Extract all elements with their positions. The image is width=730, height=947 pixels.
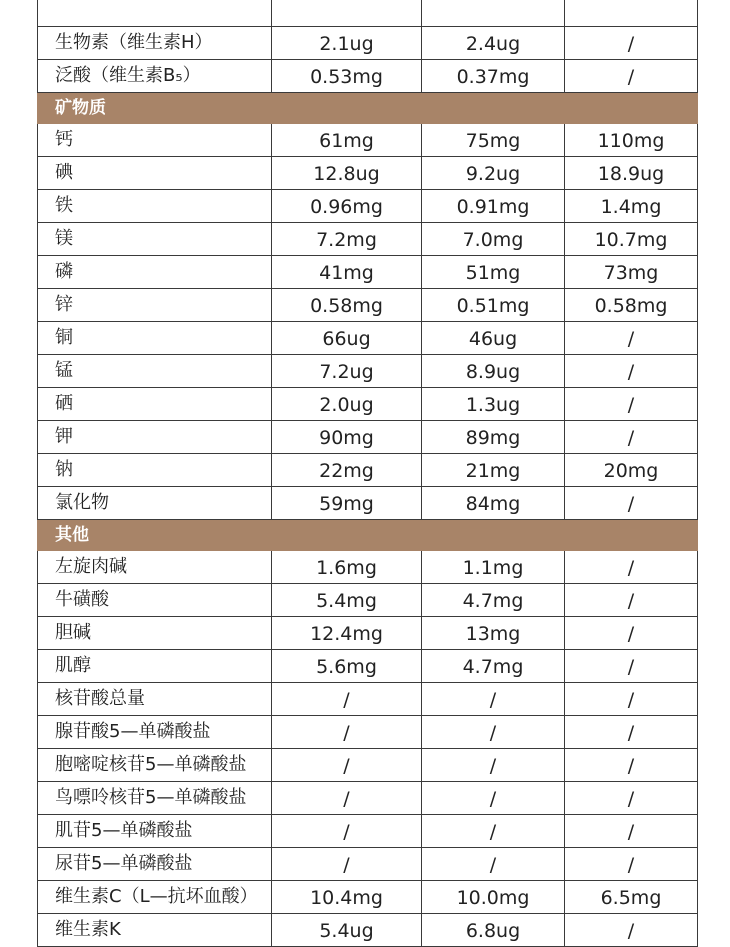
table-row — [38, 454, 698, 487]
value-cell-2: 0.91mg — [422, 190, 565, 223]
value-cell-2: 4.7mg — [422, 650, 565, 683]
value-cell-2: 13mg — [422, 617, 565, 650]
table-row — [38, 355, 698, 388]
section-header-row — [38, 520, 698, 551]
nutrition-table — [37, 0, 698, 947]
nutrient-name-cell: 锰 — [38, 355, 272, 388]
table-row — [38, 388, 698, 421]
value-cell-1: / — [272, 848, 422, 881]
nutrient-name-cell: 尿苷5—单磷酸盐 — [38, 848, 272, 881]
value-cell-2: / — [422, 749, 565, 782]
value-cell-3: 20mg — [565, 454, 698, 487]
table-row — [38, 584, 698, 617]
value-cell-2: / — [422, 683, 565, 716]
value-cell-1: 61mg — [272, 124, 422, 157]
value-cell-1: 59mg — [272, 487, 422, 520]
nutrient-name-cell: 维生素C（L—抗坏血酸） — [38, 881, 272, 914]
table-row — [38, 617, 698, 650]
nutrient-name-cell: 肌苷5—单磷酸盐 — [38, 815, 272, 848]
table-row — [38, 551, 698, 584]
table-row — [38, 487, 698, 520]
value-cell-3: / — [565, 650, 698, 683]
table-row — [38, 322, 698, 355]
value-cell-1: 10.4mg — [272, 881, 422, 914]
value-cell-2: / — [422, 815, 565, 848]
table-row — [38, 256, 698, 289]
value-cell-3: 18.9ug — [565, 157, 698, 190]
nutrient-name-cell: 磷 — [38, 256, 272, 289]
value-cell-2: 10.0mg — [422, 881, 565, 914]
value-cell-1: / — [272, 683, 422, 716]
value-cell-3: 10.7mg — [565, 223, 698, 256]
table-row — [38, 914, 698, 947]
table-row — [38, 881, 698, 914]
value-cell-2: 84mg — [422, 487, 565, 520]
value-cell-1: 7.2ug — [272, 355, 422, 388]
value-cell-1: 7.2mg — [272, 223, 422, 256]
table-row — [38, 848, 698, 881]
value-cell-2: / — [422, 716, 565, 749]
nutrient-name-cell: 碘 — [38, 157, 272, 190]
value-cell-2: 7.0mg — [422, 223, 565, 256]
nutrient-name-cell: 维生素K — [38, 914, 272, 947]
nutrient-name-cell: 氯化物 — [38, 487, 272, 520]
value-cell-3: / — [565, 914, 698, 947]
table-row — [38, 421, 698, 454]
value-cell-2: 21mg — [422, 454, 565, 487]
value-cell-1 — [272, 0, 422, 27]
value-cell-1: 12.8ug — [272, 157, 422, 190]
value-cell-1: 12.4mg — [272, 617, 422, 650]
value-cell-3: / — [565, 487, 698, 520]
value-cell-2: 6.8ug — [422, 914, 565, 947]
table-row — [38, 124, 698, 157]
nutrient-name-cell — [38, 0, 272, 27]
section-title: 其他 — [38, 520, 698, 551]
value-cell-3: / — [565, 60, 698, 93]
value-cell-1: 2.1ug — [272, 27, 422, 60]
value-cell-1: / — [272, 749, 422, 782]
table-row — [38, 0, 698, 27]
value-cell-3: / — [565, 716, 698, 749]
value-cell-2: / — [422, 782, 565, 815]
value-cell-1: / — [272, 815, 422, 848]
value-cell-2: 9.2ug — [422, 157, 565, 190]
value-cell-3: / — [565, 27, 698, 60]
nutrient-name-cell: 鸟嘌呤核苷5—单磷酸盐 — [38, 782, 272, 815]
value-cell-3: 0.58mg — [565, 289, 698, 322]
nutrient-name-cell: 铜 — [38, 322, 272, 355]
value-cell-2: 0.37mg — [422, 60, 565, 93]
value-cell-2: 0.51mg — [422, 289, 565, 322]
table-row — [38, 190, 698, 223]
nutrient-name-cell: 肌醇 — [38, 650, 272, 683]
nutrient-name-cell: 腺苷酸5—单磷酸盐 — [38, 716, 272, 749]
table-row — [38, 27, 698, 60]
nutrient-name-cell: 钾 — [38, 421, 272, 454]
table-row — [38, 650, 698, 683]
value-cell-1: 5.4ug — [272, 914, 422, 947]
value-cell-3: / — [565, 551, 698, 584]
value-cell-2: 8.9ug — [422, 355, 565, 388]
value-cell-3: / — [565, 388, 698, 421]
value-cell-2: 4.7mg — [422, 584, 565, 617]
value-cell-3: / — [565, 355, 698, 388]
nutrient-name-cell: 锌 — [38, 289, 272, 322]
value-cell-1: 2.0ug — [272, 388, 422, 421]
table-row — [38, 60, 698, 93]
value-cell-2: 89mg — [422, 421, 565, 454]
value-cell-3: 1.4mg — [565, 190, 698, 223]
table-row — [38, 815, 698, 848]
value-cell-2: 1.1mg — [422, 551, 565, 584]
nutrient-name-cell: 左旋肉碱 — [38, 551, 272, 584]
value-cell-1: 1.6mg — [272, 551, 422, 584]
nutrient-name-cell: 胆碱 — [38, 617, 272, 650]
nutrient-name-cell: 泛酸（维生素B₅） — [38, 60, 272, 93]
value-cell-1: 90mg — [272, 421, 422, 454]
value-cell-3: / — [565, 421, 698, 454]
value-cell-3: / — [565, 683, 698, 716]
nutrient-name-cell: 钙 — [38, 124, 272, 157]
value-cell-1: 5.4mg — [272, 584, 422, 617]
value-cell-2: 75mg — [422, 124, 565, 157]
value-cell-2: 46ug — [422, 322, 565, 355]
value-cell-2: 2.4ug — [422, 27, 565, 60]
section-title: 矿物质 — [38, 93, 698, 124]
nutrient-name-cell: 核苷酸总量 — [38, 683, 272, 716]
value-cell-3 — [565, 0, 698, 27]
nutrient-name-cell: 铁 — [38, 190, 272, 223]
value-cell-2 — [422, 0, 565, 27]
nutrient-name-cell: 硒 — [38, 388, 272, 421]
table-row — [38, 749, 698, 782]
value-cell-3: / — [565, 584, 698, 617]
nutrient-name-cell: 生物素（维生素H） — [38, 27, 272, 60]
value-cell-3: 110mg — [565, 124, 698, 157]
nutrient-name-cell: 钠 — [38, 454, 272, 487]
value-cell-2: 51mg — [422, 256, 565, 289]
value-cell-3: / — [565, 322, 698, 355]
nutrient-name-cell: 胞嘧啶核苷5—单磷酸盐 — [38, 749, 272, 782]
value-cell-1: / — [272, 716, 422, 749]
table-row — [38, 157, 698, 190]
value-cell-1: 5.6mg — [272, 650, 422, 683]
table-row — [38, 289, 698, 322]
value-cell-2: / — [422, 848, 565, 881]
value-cell-3: / — [565, 815, 698, 848]
value-cell-1: 22mg — [272, 454, 422, 487]
nutrition-table-body — [38, 0, 698, 947]
table-row — [38, 716, 698, 749]
value-cell-2: 1.3ug — [422, 388, 565, 421]
value-cell-1: 0.96mg — [272, 190, 422, 223]
value-cell-3: 73mg — [565, 256, 698, 289]
section-header-row — [38, 93, 698, 124]
value-cell-3: / — [565, 848, 698, 881]
value-cell-1: / — [272, 782, 422, 815]
table-row — [38, 782, 698, 815]
value-cell-1: 0.58mg — [272, 289, 422, 322]
value-cell-3: 6.5mg — [565, 881, 698, 914]
table-row — [38, 223, 698, 256]
value-cell-1: 41mg — [272, 256, 422, 289]
value-cell-1: 0.53mg — [272, 60, 422, 93]
nutrient-name-cell: 镁 — [38, 223, 272, 256]
value-cell-3: / — [565, 749, 698, 782]
value-cell-3: / — [565, 782, 698, 815]
value-cell-1: 66ug — [272, 322, 422, 355]
value-cell-3: / — [565, 617, 698, 650]
nutrient-name-cell: 牛磺酸 — [38, 584, 272, 617]
table-row — [38, 683, 698, 716]
